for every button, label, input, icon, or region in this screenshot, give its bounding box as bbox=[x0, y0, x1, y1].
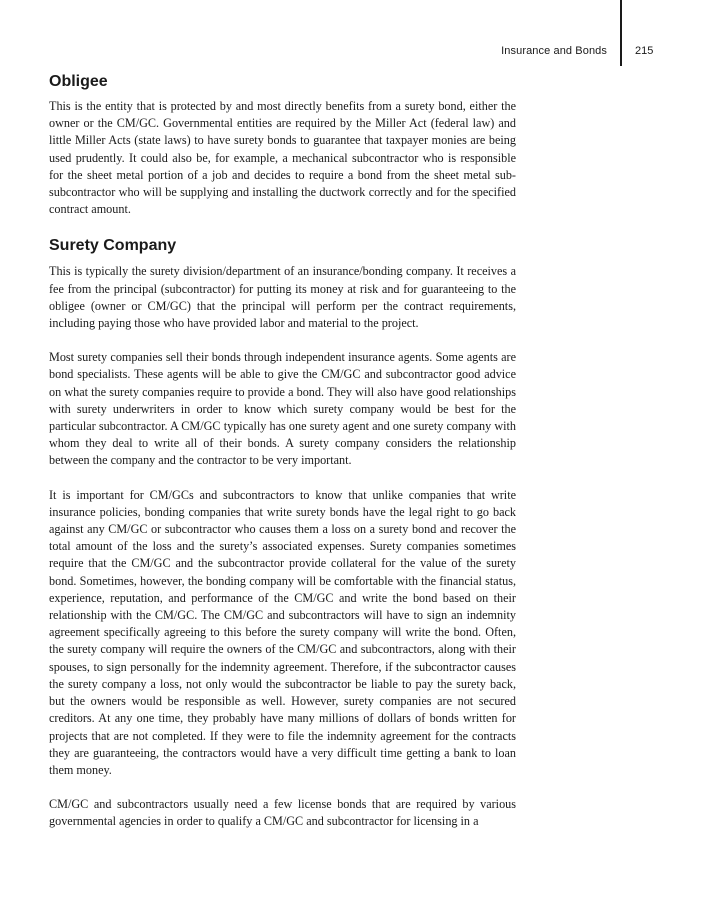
running-head: Insurance and Bonds bbox=[501, 45, 607, 57]
paragraph: This is the entity that is protected by and most directly benefits from a surety bond, either the owner or the CM/GC. Governmental entities are required by the Miller Act (federal law) and little Miller Acts (state laws) to have surety bonds to guarantee that taxpayer monies are being used prudently. It could also be, for example, a mechanical subcontractor who is responsible for the sheet metal portion of a job and decides to require a bond from the sheet metal sub-subcontractor who will be supplying and installing the ductwork correctly and for the specified contract amount. bbox=[49, 99, 516, 217]
page-number: 215 bbox=[635, 45, 654, 57]
paragraph: Most surety companies sell their bonds through independent insurance agents. Some agents are bond specialists. These agents will be able to give the CM/GC and subcontractor good advice on what the surety companies require to provide a bond. They will also have good relationships with surety underwriters in order to know which surety company would be best for the particular subcontractor. A CM/GC typically has one surety agent and one surety company with whom they deal to write all of their bonds. A surety company considers the relationship between the company and the contractor to be very important. bbox=[49, 350, 516, 468]
paragraph: This is typically the surety division/department of an insurance/bonding company. It receives a fee from the principal (subcontractor) for putting its money at risk and for guaranteeing to the obligee (owner or CM/GC) that the principal will perform per the contract requirements, including paying those who have provided labor and material to the project. bbox=[49, 264, 516, 331]
header-divider bbox=[620, 0, 622, 66]
page-body bbox=[49, 70, 516, 831]
section-heading-obligee: Obligee bbox=[49, 73, 108, 90]
paragraph: It is important for CM/GCs and subcontractors to know that unlike companies that write insurance policies, bonding companies that write surety bonds have the legal right to go back against any CM/GC or subcontractor who causes them a loss on a surety bond and recover the total amount of the loss and the surety’s associated expenses. Surety companies sometimes require that the CM/GC and the subcontractor provide collateral for the value of the surety bond. Sometimes, however, the bonding company will be comfortable with the financial status, experience, reputation, and performance of the CM/GC and write the bond based on their relationship with the CM/GC. The CM/GC and subcontractors will have to sign an indemnity agreement specifically agreeing to this before the surety company will write the bond. Often, the surety company will require the owners of the CM/GC and subcontractors, along with their spouses, to sign personally for the indemnity agreement. Therefore, if the subcontractor causes the surety company a loss, not only would the subcontractor be liable to pay the surety back, but the owners would be responsible as well. However, surety companies are not secured creditors. At any one time, they probably have many millions of dollars of bonds written for projects that are not completed. If they were to file the indemnity agreement for the contracts they are guaranteeing, the contractors would have a very difficult time getting a bank to loan them money. bbox=[49, 487, 516, 777]
paragraph: CM/GC and subcontractors usually need a few license bonds that are required by various governmental agencies in order to qualify a CM/GC and subcontractor for licensing in a bbox=[49, 797, 516, 829]
section-heading-surety-company: Surety Company bbox=[49, 237, 177, 255]
